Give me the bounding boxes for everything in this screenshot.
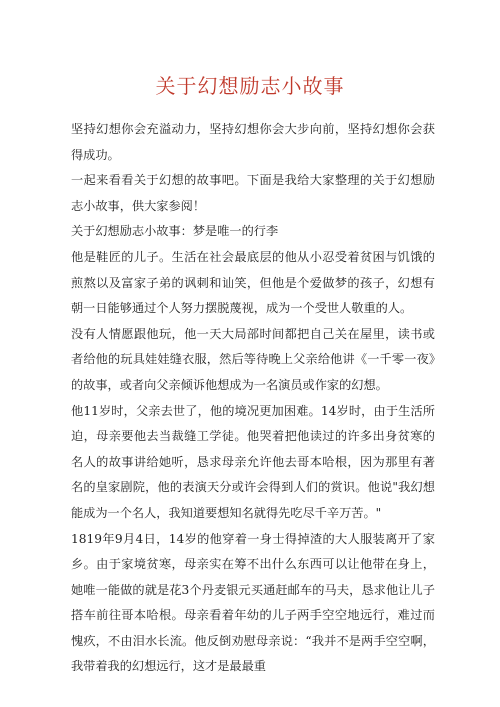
paragraph-no-playmates: 没有人情愿跟他玩，他一天大局部时间都把自己关在屋里，读书或者给他的玩具娃娃缝衣服，然后等待晚上父亲给他讲《一千零一夜》的故事，或者向父亲倾诉他想成为一名演员或作家的幻想。 — [71, 326, 435, 392]
paragraph-shoemaker-son: 他是鞋匠的儿子。生活在社会最底层的他从小忍受着贫困与饥饿的煎熬以及富家子弟的讽刺和讪笑，但他是个爱做梦的孩子，幻想有朝一日能够通过个人努力摆脱蔑视，成为一个受世人敬重的人。 — [71, 249, 435, 316]
paragraph-father-died: 他11岁时，父亲去世了，他的境况更加困难。14岁时，由于生活所迫，母亲要他去当裁缝工学徒。他哭着把他读过的许多出身贫寒的名人的故事讲给她听，恳求母亲允许他去哥本哈根，因为那里有著名的皇家剧院，他的表演天分或许会得到人们的赏识。他说"我幻想能成为一个名人，我知道要想知名就得先吃尽千辛万苦。" — [71, 403, 435, 520]
story-heading: 关于幻想励志小故事：梦是唯一的行李 — [71, 224, 279, 239]
paragraph-lead-in: 一起来看看关于幻想的故事吧。下面是我给大家整理的关于幻想励志小故事，供大家参阅！ — [71, 173, 435, 213]
article-body — [71, 117, 435, 680]
paragraph-intro: 坚持幻想你会充溢动力，坚持幻想你会大步向前，坚持幻想你会获得成功。 — [71, 122, 435, 162]
paragraph-leaving-home: 1819年9月4日，14岁的他穿着一身士得掉渣的大人服装离开了家乡。由于家境贫寒，母亲实在筹不出什么东西可以让他带在身上，她唯一能做的就是花3个丹麦银元买通赶邮车的马夫，恳求他让儿子搭车前往哥本哈根。母亲看着年幼的儿子两手空空地远行，难过而愧疚，不由泪水长流。他反倒劝慰母亲说：“我并不是两手空空啊，我带着我的幻想远行，这才是最最重 — [71, 531, 435, 674]
page-title: 关于幻想励志小故事 — [155, 74, 345, 98]
